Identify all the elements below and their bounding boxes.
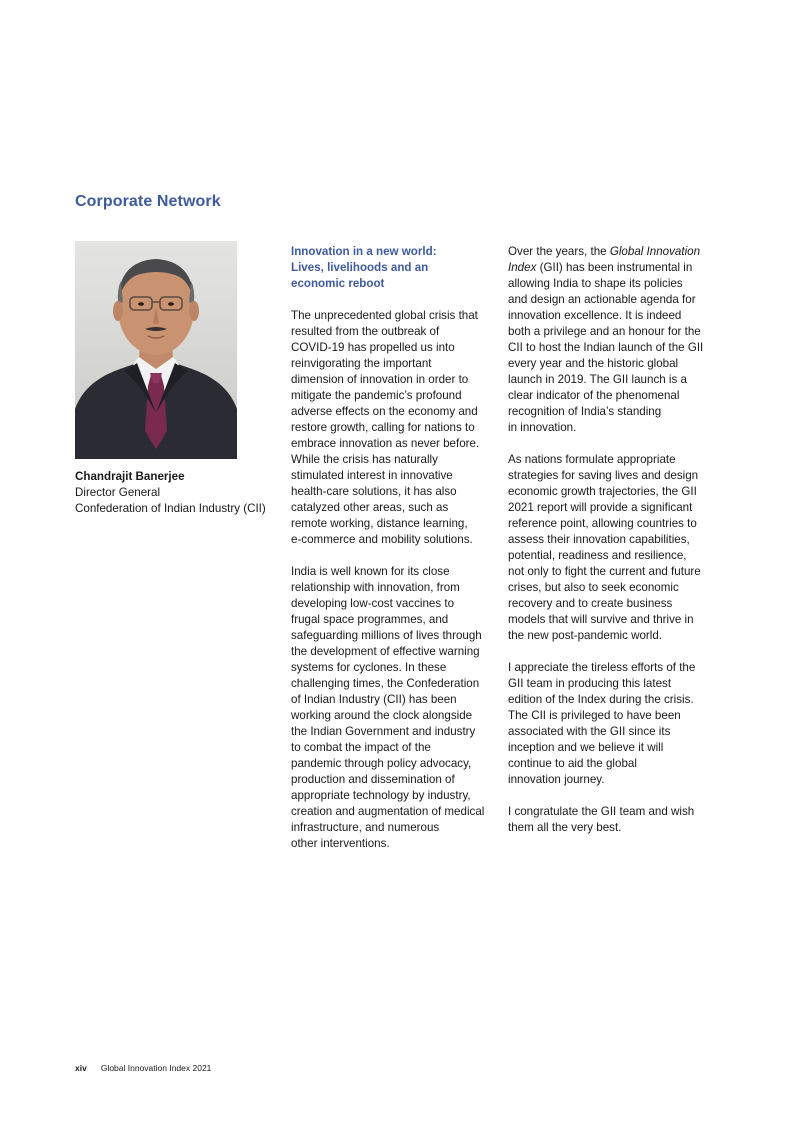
publication-title: Global Innovation Index [508, 245, 701, 274]
page-title: Corporate Network [75, 193, 221, 210]
section-heading: Innovation in a new world: Lives, livelihoods and an economic reboot [291, 245, 437, 290]
paragraph: As nations formulate appropriate strategies for saving lives and design economic growth trajectories, the GII 2021 report will provide a significant reference point, allowing countries to assess their innovation capabilities, potential, readiness and resilience, not only to fight the current and future crises, but also to seek economic recovery and to create business models that will survive and thrive in the new post-pandemic world. [508, 453, 701, 642]
text-column-right [508, 244, 718, 852]
person-organization: Confederation of Indian Industry (CII) [75, 502, 266, 515]
paragraph: I congratulate the GII team and wish them all the very best. [508, 805, 695, 834]
paragraph: I appreciate the tireless efforts of the GII team in producing this latest edition of the Index during the crisis. The CII is privileged to have been associated with the GII since its inception and we believe it will continue to aid the global innovation journey. [508, 661, 696, 786]
paragraph: The unprecedented global crisis that resulted from the outbreak of COVID-19 has propelled us into reinvigorating the important dimension of innovation in order to mitigate the pandemic’s profound adverse effects on the economy and restore growth, calling for nations to embrace innovation as never before. While the crisis has naturally stimulated interest in innovative health-care solutions, it has also catalyzed other areas, such as remote working, distance learning, e-commerce and mobility solutions. [291, 309, 480, 546]
portrait-photo [75, 241, 237, 459]
paragraph: India is well known for its close relationship with innovation, from developing low-cost vaccines to frugal space programmes, and safeguarding millions of lives through the development of effective warning systems for cyclones. In these challenging times, the Confederation of Indian Industry (CII) has been working around the clock alongside the Indian Government and industry to combat the impact of the pandemic through policy advocacy, production and dissemination of appropriate technology by industry, creation and augmentation of medical infrastructure, and numerous other interventions. [291, 565, 485, 850]
person-role: Director General [75, 486, 161, 499]
person-name: Chandrajit Banerjee [75, 470, 185, 483]
footer-publication: Global Innovation Index 2021 [100, 1063, 212, 1073]
page-number: xiv [75, 1063, 87, 1073]
text-column-left [291, 244, 501, 868]
page-footer [75, 1063, 211, 1073]
person-caption [75, 469, 280, 517]
paragraph: Over the years, the Global Innovation Index (GII) has been instrumental in allowing India to shape its policies and design an actionable agenda for innovation excellence. It is indeed both a privilege and an honour for the CII to host the Indian launch of the GII every year and the historic global launch in 2019. The GII launch is a clear indicator of the phenomenal recognition of India’s standing in innovation. [508, 245, 704, 434]
